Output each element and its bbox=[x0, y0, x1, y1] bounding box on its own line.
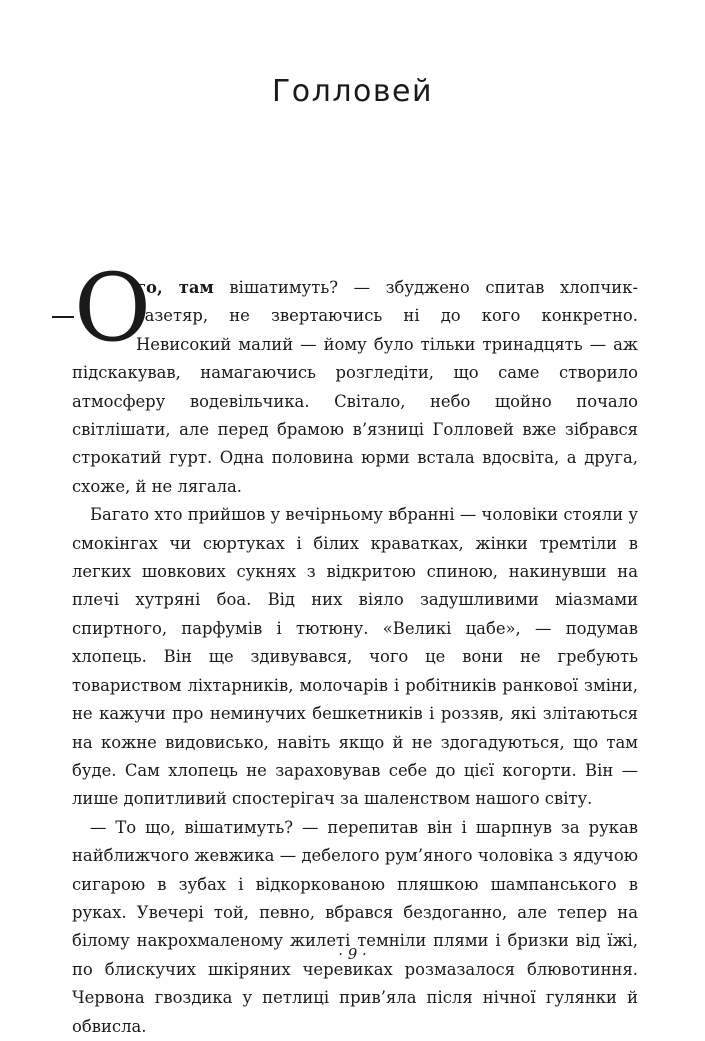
dropcap-letter: О bbox=[74, 254, 152, 363]
page-number: · 9 · bbox=[338, 945, 367, 963]
paragraph-1 bbox=[72, 254, 638, 501]
chapter-title: Голловей bbox=[272, 74, 433, 109]
lead-in-text: го, там bbox=[136, 278, 214, 297]
paragraph-1-text: вішатимуть? — збуджено спитав хлопчик-газетяр, не звертаючись ні до кого конкретно. Невисокий малий — йому було тільки тринадцять — аж підскакував, намагаючись розгледіти, що саме створило атмосферу водевільчика. Світало, небо щойно почало світлішати, але перед брамою в’язниці Голловей вже зібрався строкатий гурт. Одна половина юрми встала вдосвіта, а друга, схоже, й не лягала. bbox=[72, 278, 638, 496]
paragraph-3 bbox=[72, 814, 638, 1041]
paragraph-3-text: — То що, вішатимуть? — перепитав він і шарпнув за рукав найближчого жевжика — дебелого рум’яного чоловіка з ядучою сигарою в зубах і відкоркованою пляшкою шампанського в руках. Увечері той, певно, вбрався бездоганно, але тепер на білому накрохмаленому жилеті темніли плями і бризки від їжі, по блискучих шкіряних черевиках розмазалося блювотиння. Червона гвоздика у петлиці прив’яла після нічної гулянки й обвисла. bbox=[72, 817, 638, 1036]
paragraph-2 bbox=[72, 501, 638, 813]
paragraph-2-text: Багато хто прийшов у вечірньому вбранні — чоловіки стояли у смокінгах чи сюртуках і білих краватках, жінки тремтіли в легких шовкових сукнях з відкритою спиною, накинувши на плечі хутряні боа. Від них віяло задушливими міазмами спиртного, парфумів і тютюну. «Великі цабе», — подумав хлопець. Він ще здивувався, чого це вони не гребують товариством ліхтарників, молочарів і робітників ранкової зміни, не кажучи про неминучих бешкетників і роззяв, які злітаються на кожне видовисько, навіть якщо й не здогадуються, що там буде. Сам хлопець не зараховував себе до цієї когорти. Він — лише допитливий спостерігач за шаленством нашого світу. bbox=[72, 505, 638, 809]
dropcap-block bbox=[72, 254, 152, 363]
chapter-body bbox=[72, 254, 638, 1041]
dialogue-dash bbox=[52, 316, 74, 318]
